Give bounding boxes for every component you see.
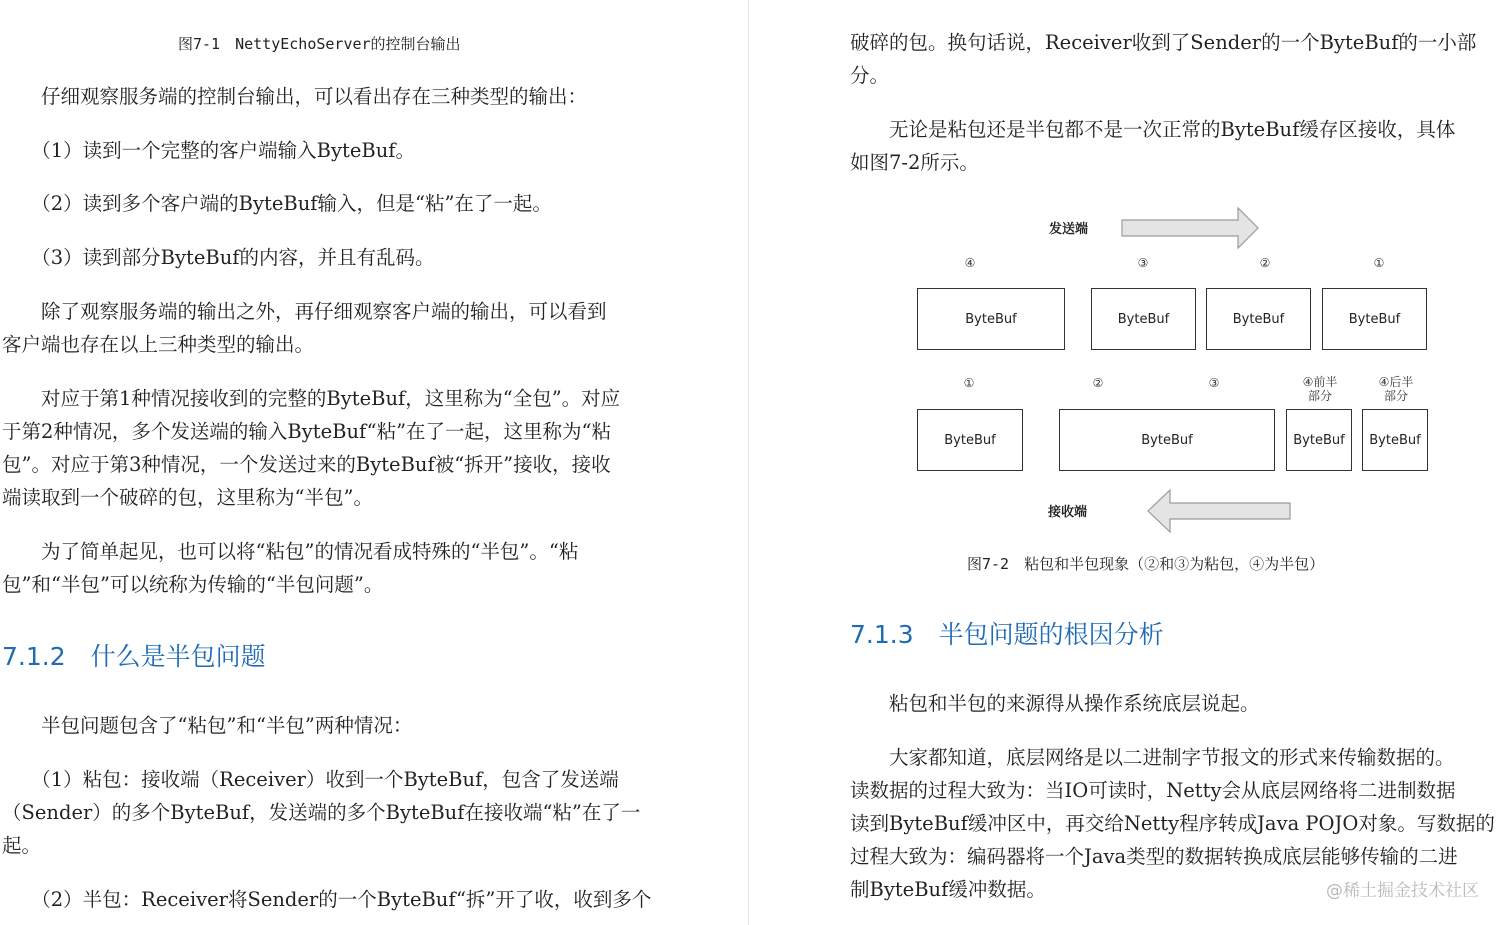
paragraph-line: 包”。对应于第3种情况，一个发送过来的ByteBuf被“拆开”接收，接收	[2, 453, 611, 476]
sender-index: ②	[1259, 256, 1271, 270]
sender-index: ①	[1373, 256, 1385, 270]
paragraph-line: 读数据的过程大致为：当IO可读时，Netty会从底层网络将二进制数据	[850, 779, 1456, 802]
receiver-index: ④前半 部分	[1302, 375, 1338, 403]
paragraph-line: 分。	[850, 64, 890, 87]
paragraph-line: 于第2种情况，多个发送端的输入ByteBuf“粘”在了一起，这里称为“粘	[2, 420, 612, 443]
paragraph-line: 起。	[2, 834, 42, 857]
sender-bytebuf-box: ByteBuf	[917, 288, 1065, 350]
list-item: （1）读到一个完整的客户端输入ByteBuf。	[2, 139, 415, 162]
paragraph-line: 大家都知道，底层网络是以二进制字节报文的形式来传输数据的。	[850, 746, 1455, 769]
paragraph-line: 端读取到一个破碎的包，这里称为“半包”。	[2, 486, 373, 509]
paragraph: 仔细观察服务端的控制台输出，可以看出存在三种类型的输出：	[2, 85, 588, 108]
sender-bytebuf-box: ByteBuf	[1206, 288, 1311, 350]
left-arrow-icon	[1146, 488, 1292, 534]
sender-bytebuf-box: ByteBuf	[1091, 288, 1196, 350]
list-item: （2）读到多个客户端的ByteBuf输入，但是“粘”在了一起。	[2, 192, 552, 215]
paragraph	[2, 535, 578, 601]
sender-label: 发送端	[1049, 222, 1089, 237]
paragraph-line: 无论是粘包还是半包都不是一次正常的ByteBuf缓存区接收，具体	[850, 118, 1456, 141]
receiver-index: ④后半 部分	[1378, 375, 1414, 403]
sender-index: ③	[1137, 256, 1149, 270]
receiver-bytebuf-box: ByteBuf	[1362, 409, 1428, 471]
paragraph	[2, 382, 620, 514]
sender-bytebuf-box: ByteBuf	[1322, 288, 1427, 350]
paragraph	[850, 26, 1476, 92]
section-heading-7-1-3: 7.1.3 半包问题的根因分析	[850, 620, 1164, 649]
paragraph-line: 包”和“半包”可以统称为传输的“半包问题”。	[2, 573, 384, 596]
paragraph-line: （1）粘包：接收端（Receiver）收到一个ByteBuf，包含了发送端	[2, 768, 619, 791]
section-heading-7-1-2: 7.1.2 什么是半包问题	[2, 642, 266, 671]
receiver-bytebuf-box: ByteBuf	[1059, 409, 1275, 471]
page-gutter	[748, 0, 749, 925]
watermark: @稀土掘金技术社区	[1326, 881, 1479, 901]
figure-caption-7-1: 图7-1 NettyEchoServer的控制台输出	[178, 35, 461, 53]
paragraph: 粘包和半包的来源得从操作系统底层说起。	[850, 692, 1260, 715]
paragraph-line: 对应于第1种情况接收到的完整的ByteBuf，这里称为“全包”。对应	[2, 387, 621, 410]
paragraph-line: 除了观察服务端的输出之外，再仔细观察客户端的输出，可以看到	[2, 300, 607, 323]
paragraph	[850, 113, 1455, 179]
paragraph-line: 如图7-2所示。	[850, 151, 979, 174]
paragraph-line: 为了简单起见，也可以将“粘包”的情况看成特殊的“半包”。“粘	[2, 540, 579, 563]
right-arrow-icon	[1120, 206, 1260, 250]
sender-index: ④	[964, 256, 976, 270]
receiver-index: ②	[1092, 376, 1104, 390]
paragraph-line: 客户端也存在以上三种类型的输出。	[2, 333, 315, 356]
receiver-index: ③	[1208, 376, 1220, 390]
paragraph	[2, 295, 607, 361]
left-page	[0, 0, 748, 925]
paragraph-line: （Sender）的多个ByteBuf，发送端的多个ByteBuf在接收端“粘”在了一	[2, 801, 641, 824]
figure-caption-7-2: 图7-2 粘包和半包现象（②和③为粘包，④为半包）	[967, 555, 1325, 573]
paragraph-line: 制ByteBuf缓冲数据。	[850, 878, 1046, 901]
paragraph: 半包问题包含了“粘包”和“半包”两种情况：	[2, 714, 413, 737]
paragraph: （2）半包：Receiver将Sender的一个ByteBuf“拆”开了收，收到多个	[2, 888, 652, 911]
receiver-index: ①	[963, 376, 975, 390]
paragraph-line: 读到ByteBuf缓冲区中，再交给Netty程序转成Java POJO对象。写数据的	[850, 812, 1495, 835]
receiver-bytebuf-box: ByteBuf	[1286, 409, 1352, 471]
paragraph	[2, 763, 640, 862]
list-item: （3）读到部分ByteBuf的内容，并且有乱码。	[2, 246, 435, 269]
receiver-bytebuf-box: ByteBuf	[917, 409, 1023, 471]
receiver-label: 接收端	[1048, 505, 1088, 520]
paragraph-line: 过程大致为：编码器将一个Java类型的数据转换成底层能够传输的二进	[850, 845, 1458, 868]
paragraph-line: 破碎的包。换句话说，Receiver收到了Sender的一个ByteBuf的一小部	[850, 31, 1477, 54]
